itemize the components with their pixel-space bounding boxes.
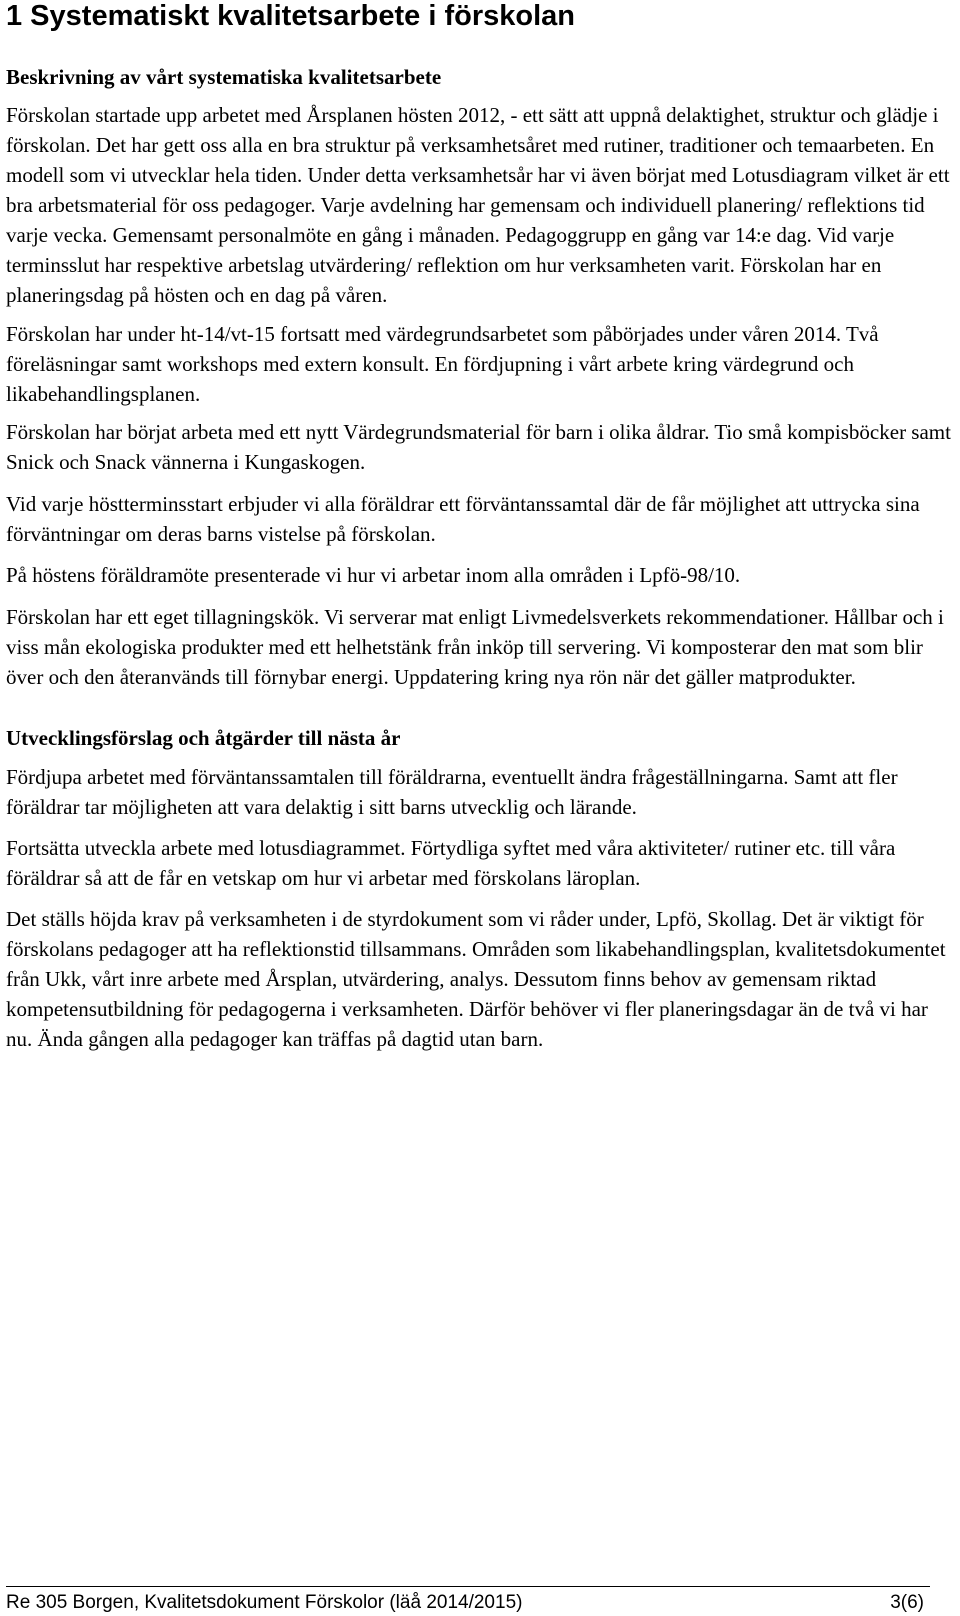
section-heading-development: Utvecklingsförslag och åtgärder till nästa år xyxy=(6,726,401,750)
page-title: 1 Systematiskt kvalitetsarbete i förskolan xyxy=(6,0,575,32)
body-paragraph: Förskolan har ett eget tillagningskök. Vi serverar mat enligt Livmedelsverkets rekommendationer. Hållbar och i viss mån ekologiska produkter med ett helhetstänk från inköp till servering. Vi komposterar den mat som blir över och den återanvänds till förnybar energi. Uppdatering kring nya rön när det gäller matprodukter. xyxy=(6,605,944,689)
footer-divider xyxy=(6,1586,930,1587)
footer-document-info: Re 305 Borgen, Kvalitetsdokument Förskolor (läå 2014/2015) xyxy=(6,1592,523,1613)
body-paragraph: Förskolan har börjat arbeta med ett nytt Värdegrundsmaterial för barn i olika åldrar. Tio små kompisböcker samt Snick och Snack vännerna i Kungaskogen. xyxy=(6,420,951,474)
body-paragraph: På höstens föräldramöte presenterade vi hur vi arbetar inom alla områden i Lpfö-98/10. xyxy=(6,563,741,587)
document-body xyxy=(6,62,956,1054)
section-description xyxy=(6,62,956,692)
body-paragraph: Fortsätta utveckla arbete med lotusdiagrammet. Förtydliga syftet med våra aktiviteter/ rutiner etc. till våra föräldrar så att de får en vetskap om hur vi arbetar med förskolans läroplan. xyxy=(6,836,896,890)
body-paragraph: Fördjupa arbetet med förväntanssamtalen till föräldrarna, eventuellt ändra frågeställningarna. Samt att fler föräldrar tar möjligheten att vara delaktig i sitt barns utvecklig och lärande. xyxy=(6,765,898,819)
body-paragraph: Förskolan har under ht-14/vt-15 fortsatt med värdegrundsarbetet som påbörjades under våren 2014. Två föreläsningar samt workshops med extern konsult. En fördjupning i vårt arbete kring värdegrund och likabehandlingsplanen. xyxy=(6,322,879,406)
footer-page-number: 3(6) xyxy=(890,1592,924,1613)
section-heading-description: Beskrivning av vårt systematiska kvalitetsarbete xyxy=(6,65,442,89)
section-development xyxy=(6,723,956,1054)
body-paragraph: Förskolan startade upp arbetet med Årsplanen hösten 2012, - ett sätt att uppnå delaktighet, struktur och glädje i förskolan. Det har gett oss alla en bra struktur på verksamhetsåret med rutiner, traditioner och temaarbeten. En modell som vi utvecklar hela tiden. Under detta verksamhetsår har vi även börjat med Lotusdiagram vilket är ett bra arbetsmaterial för oss pedagoger. Varje avdelning har gemensam och individuell planering/ reflektions tid varje vecka. Gemensamt personalmöte en gång i månaden. Pedagoggrupp en gång var 14:e dag. Vid varje terminsslut har respektive arbetslag utvärdering/ reflektion om hur verksamheten varit. Förskolan har en planeringsdag på hösten och en dag på våren. xyxy=(6,103,950,307)
body-paragraph: Vid varje höstterminsstart erbjuder vi alla föräldrar ett förväntanssamtal där de får möjlighet att uttrycka sina förväntningar om deras barns vistelse på förskolan. xyxy=(6,492,920,546)
body-paragraph: Det ställs höjda krav på verksamheten i de styrdokument som vi råder under, Lpfö, Skollag. Det är viktigt för förskolans pedagoger att ha reflektionstid tillsammans. Områden som likabehandlingsplan, kvalitetsdokumentet från Ukk, vårt inre arbete med Årsplan, utvärdering, analys. Dessutom finns behov av gemensam riktad kompetensutbildning för pedagogerna i verksamheten. Därför behöver vi fler planeringsdagar än de två vi har nu. Ända gången alla pedagoger kan träffas på dagtid utan barn. xyxy=(6,907,946,1051)
